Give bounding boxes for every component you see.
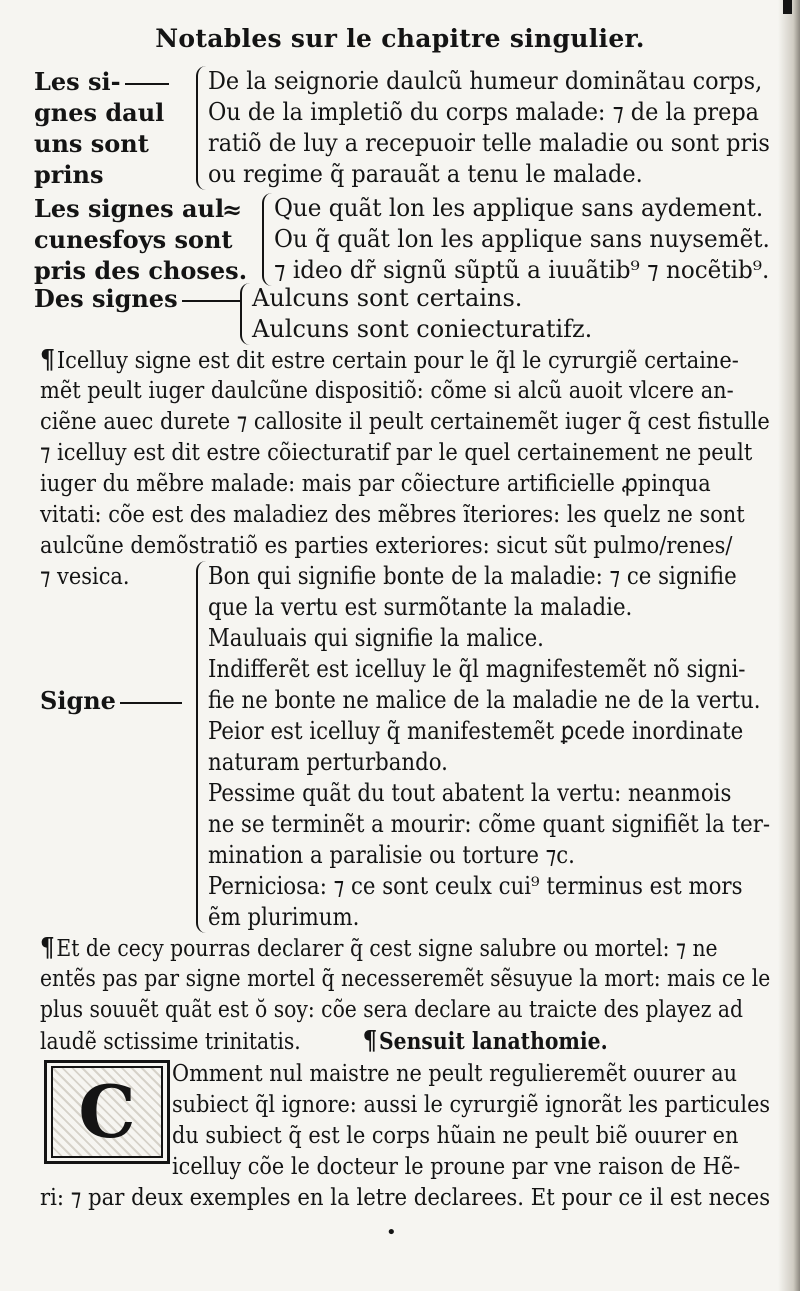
signature-mark: •: [386, 1222, 397, 1243]
brace-line: que la vertu est surmõtante la maladie.: [208, 593, 633, 621]
text-line: ¶Icelluy signe est dit estre certain pour le q̃l le cyrurgiẽ certaine-: [40, 345, 739, 375]
brace-group-3: [240, 283, 592, 345]
label-les-signes: [34, 66, 169, 190]
text-line: subiect q̃l ignore: aussi le cyrurgiẽ ignorãt les particules: [172, 1092, 771, 1118]
paragraph-mark-icon: ¶: [40, 933, 55, 963]
paragraph-mark-icon: ¶: [40, 345, 56, 375]
text-line: plus souuẽt quãt est ŏ soy: cõe sera declare au traicte des playez ad: [40, 997, 744, 1023]
brace-line: Ou de la impletiõ du corps malade: ⁊ de la prepa: [208, 98, 759, 126]
text-line: ciẽne auec durete ⁊ callosite il peult certainemẽt iuger q̃ cest fistulle: [40, 409, 770, 435]
brace-group-signe: [196, 561, 800, 933]
label-line: uns sont: [34, 129, 149, 158]
section-subheading: Sensuit lanathomie.: [379, 1028, 608, 1055]
brace-line: Aulcuns sont coniecturatifz.: [252, 315, 593, 343]
brace-line: Que quãt lon les applique sans aydement.: [274, 194, 764, 222]
brace-line: mination a paralisie ou torture ⁊c.: [208, 841, 575, 869]
leader-rule: [120, 702, 182, 704]
text-line: du subiect q̃ est le corps hũain ne peult biẽ ouurer en: [172, 1123, 739, 1149]
brace-line: De la seignorie daulcũ humeur dominãtau corps,: [208, 67, 763, 95]
text-line: ri: ⁊ par deux exemples en la letre declarees. Et pour ce il est neces: [40, 1185, 771, 1211]
text-line: icelluy cõe le docteur le proune par vne raison de Hẽ-: [172, 1154, 741, 1180]
brace-group-2: [262, 193, 789, 286]
running-title: Notables sur le chapitre singulier.: [155, 24, 645, 53]
brace-line: ou regime q̃ parauãt a tenu le malade.: [208, 160, 643, 188]
text-line: Omment nul maistre ne peult regulieremẽt ouurer au: [172, 1061, 738, 1087]
decorated-initial: [44, 1060, 170, 1164]
label-line: prins: [34, 160, 104, 189]
label-line: Les si-: [34, 66, 169, 97]
text-line: ⁊ icelluy est dit estre cõiecturatif par le quel certainement ne peult: [40, 440, 753, 466]
brace-line: ⁊ ideo dr̃ signũ sũptũ a iuuãtib⁹ ⁊ nocẽtib⁹.: [274, 256, 770, 284]
leader-rule: [182, 300, 240, 302]
text-line: iuger du mẽbre malade: mais par cõiecture artificielle ꝓpinqua: [40, 471, 711, 497]
label-line: Des signes: [34, 283, 240, 314]
paragraph-et-de-cecy: [40, 933, 800, 1057]
text-line: mẽt peult iuger daulcũne dispositiõ: cõme si alcũ auoit vlcere an-: [40, 378, 734, 404]
brace-group-1: [196, 66, 800, 190]
paragraph-icelluy: [40, 345, 800, 593]
initial-letter: C: [78, 1069, 136, 1154]
text-line: ¶Et de cecy pourras declarer q̃ cest signe salubre ou mortel: ⁊ ne: [40, 933, 718, 963]
label-signes-aulcunesfoys: [34, 193, 247, 286]
label-des-signes: [34, 283, 240, 314]
floral-ornament-icon: [51, 1066, 163, 1158]
brace-line: Peior est icelluy q̃ manifestemẽt ꝑcede inordinate: [208, 717, 744, 745]
label-line: gnes daul: [34, 98, 165, 127]
brace-line: Ou q̃ quãt lon les applique sans nuysemẽt.: [274, 225, 770, 253]
label-line: Les signes aul: [34, 194, 225, 223]
label-line: Signe: [40, 685, 182, 716]
brace-line: Mauluais qui signifie la malice.: [208, 624, 544, 652]
label-line: cunesfoys sont: [34, 225, 233, 254]
label-signe: [40, 685, 182, 716]
leader-rule: [125, 83, 169, 85]
text-line: ⁊ vesica.: [40, 564, 130, 590]
brace-line: naturam perturbando.: [208, 748, 448, 776]
text-line: aulcũne demõstratiõ es parties exteriores: sicut sũt pulmo/renes/: [40, 533, 733, 559]
brace-line: Indifferẽt est icelluy le q̃l magnifestemẽt nõ signi-: [208, 655, 746, 683]
label-line: pris des choses.: [34, 256, 248, 285]
paragraph-last-line: [40, 1183, 800, 1214]
brace-line: Perniciosa: ⁊ ce sont ceulx cui⁹ terminus est mors: [208, 872, 743, 900]
brace-line: ne se terminẽt a mourir: cõme quant signifiẽt la ter-: [208, 810, 771, 838]
brace-line: Aulcuns sont certains.: [252, 284, 523, 312]
ornament-icon: ≈: [222, 195, 243, 224]
text-line: laudẽ sctissime trinitatis. ¶Sensuit lanathomie.: [40, 1026, 608, 1056]
brace-line: ratiõ de luy a recepuoir telle maladie ou sont pris: [208, 129, 770, 157]
paragraph-mark-icon: ¶: [362, 1026, 378, 1056]
text-line: vitati: cõe est des maladiez des mẽbres ĩteriores: les quelz ne sont: [40, 502, 745, 528]
brace-line: fie ne bonte ne malice de la maladie ne de la vertu.: [208, 686, 761, 714]
brace-line: Bon qui signifie bonte de la maladie: ⁊ ce signifie: [208, 562, 737, 590]
brace-line: Pessime quãt du tout abatent la vertu: neanmois: [208, 779, 732, 807]
text-line: entẽs pas par signe mortel q̃ necesseremẽt sẽsuyue la mort: mais ce le: [40, 966, 771, 992]
brace-line: ẽm plurimum.: [208, 903, 360, 931]
paragraph-comment-nul-maistre: [172, 1059, 800, 1183]
